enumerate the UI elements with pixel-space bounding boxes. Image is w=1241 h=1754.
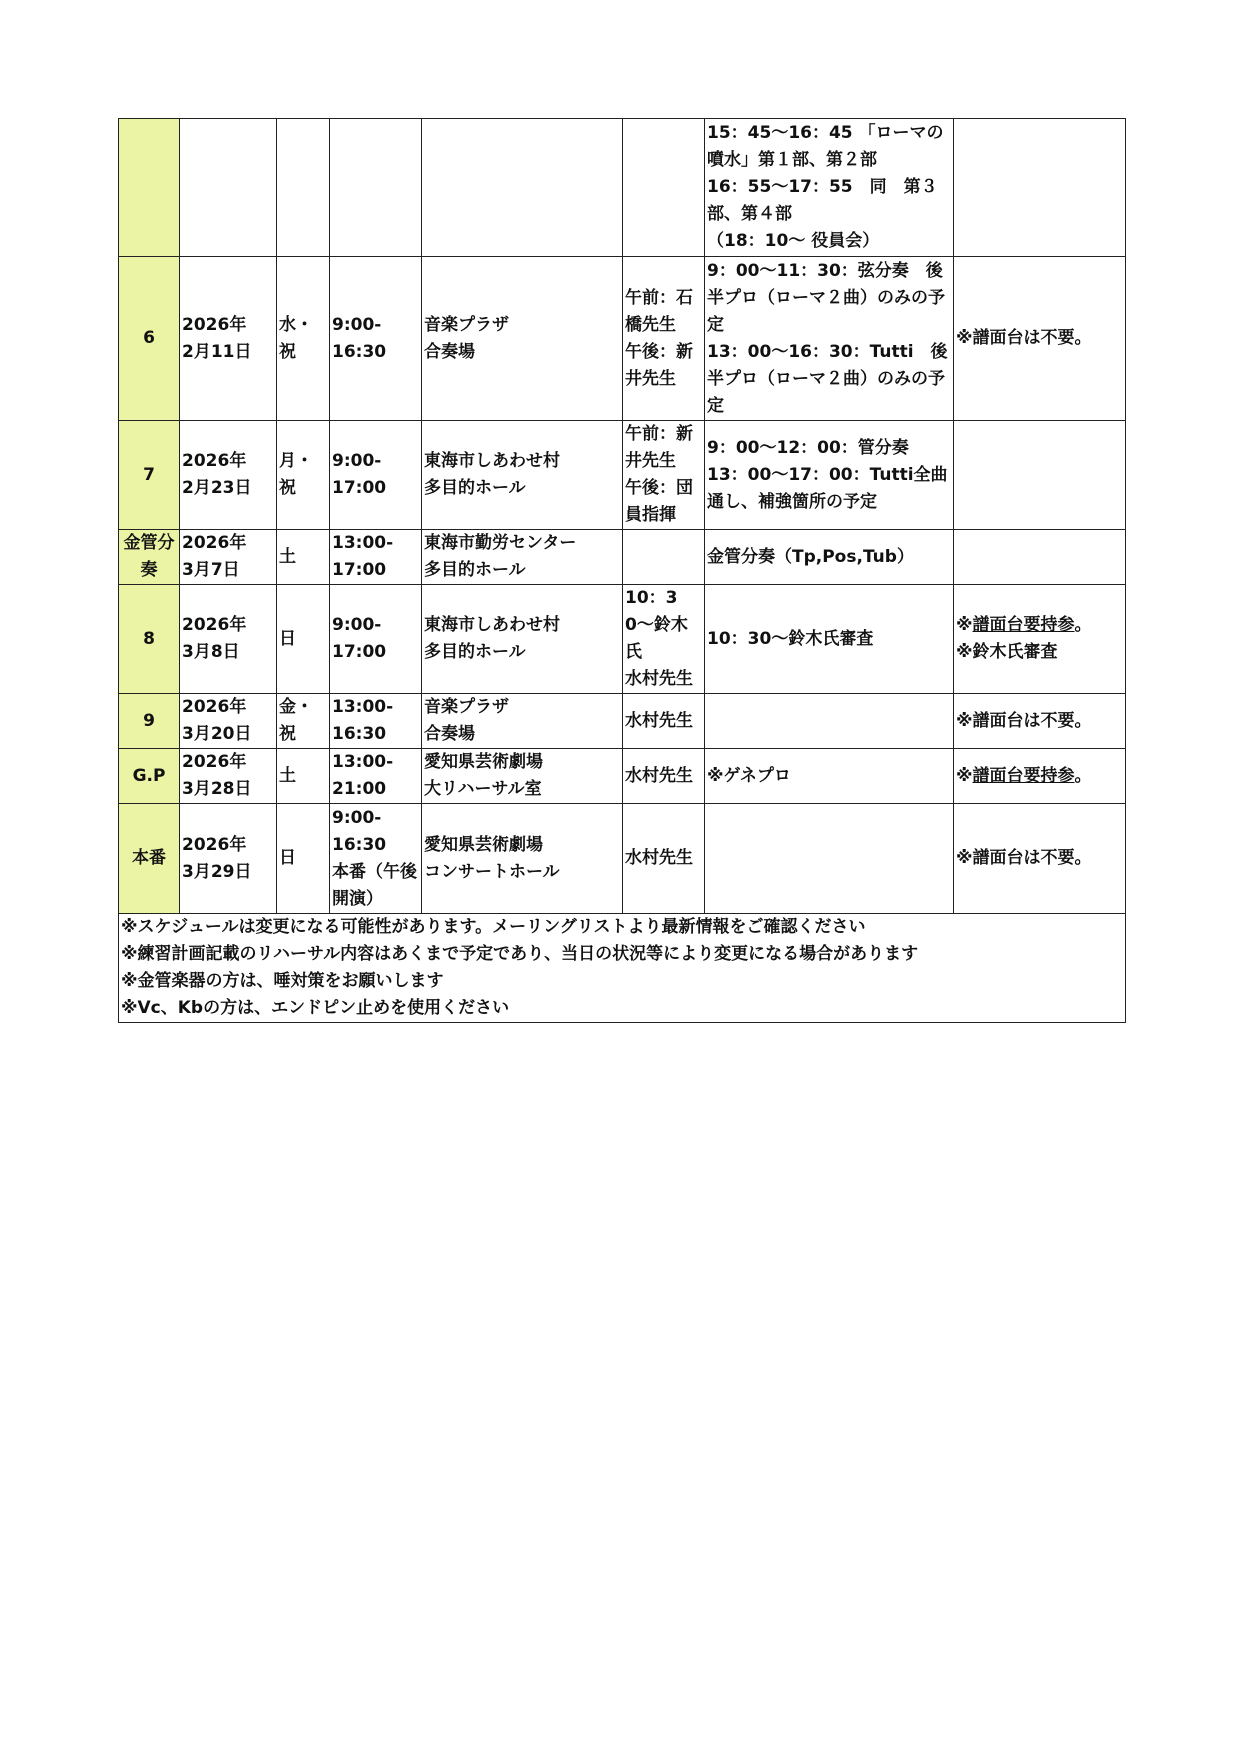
session-date [180, 749, 277, 804]
table-row [119, 257, 1126, 421]
time-line: 17:00 [332, 478, 387, 498]
session-notes [954, 257, 1126, 421]
session-number: 7 [119, 421, 180, 530]
venue-line: コンサートホール [424, 861, 560, 882]
note-prefix: ※ [956, 328, 973, 348]
session-number [119, 119, 180, 257]
session-plan [705, 804, 954, 914]
session-day [277, 119, 330, 257]
session-date [180, 421, 277, 530]
time-line: 16:30 [332, 834, 387, 855]
venue-line: 東海市しあわせ村 [424, 615, 560, 635]
note-text: 。 [1074, 615, 1092, 635]
footer-row [119, 914, 1126, 1023]
note-line [956, 763, 1123, 790]
venue-line: 合奏場 [424, 724, 475, 744]
conductor-line: 水村先生 [625, 669, 693, 689]
session-plan [705, 421, 954, 530]
table-row [119, 421, 1126, 530]
venue-line: 合奏場 [424, 341, 475, 362]
footer-note: ※Vc、Kbの方は、エンドピン止めを使用ください [121, 998, 510, 1018]
footer-notes [119, 914, 1126, 1023]
note-prefix: ※ [956, 848, 973, 868]
session-number: 8 [119, 585, 180, 694]
session-notes [954, 421, 1126, 530]
session-date [180, 694, 277, 749]
session-venue [422, 257, 623, 421]
plan-line: 10：30〜鈴木氏審査 [707, 628, 874, 649]
note-underlined: 譜面台要持参 [972, 615, 1075, 635]
venue-line: 愛知県芸術劇場 [424, 752, 543, 772]
time-line: 13:00- [332, 697, 394, 717]
plan-line: （18：10〜 役員会） [707, 231, 880, 251]
conductor-line: 午前：石橋先生 [625, 287, 693, 335]
note-line [956, 612, 1123, 639]
session-venue [422, 119, 623, 257]
session-number: G.P [119, 749, 180, 804]
session-venue [422, 585, 623, 694]
time-line: 9:00- [332, 807, 382, 828]
time-line: 17:00 [332, 642, 387, 662]
note-prefix: ※ [956, 765, 973, 786]
session-plan [705, 694, 954, 749]
note-text: 鈴木氏審査 [972, 642, 1058, 662]
venue-line: 多目的ホール [424, 642, 526, 662]
note-line [956, 639, 1123, 666]
session-notes [954, 804, 1126, 914]
conductor-line: 午後：団員指揮 [625, 478, 693, 525]
table-row [119, 749, 1126, 804]
plan-line: 15：45〜16：45 「ローマの噴水」第１部、第２部 [707, 123, 944, 170]
time-line: 13:00- [332, 752, 394, 772]
session-venue [422, 749, 623, 804]
note-line [956, 845, 1123, 872]
table-row [119, 694, 1126, 749]
date-line: 3月20日 [182, 724, 252, 744]
note-text: 譜面台は不要。 [972, 710, 1092, 731]
note-prefix: ※ [956, 642, 973, 662]
table-row [119, 585, 1126, 694]
session-notes [954, 585, 1126, 694]
session-conductor [623, 530, 705, 585]
note-line [956, 708, 1123, 735]
venue-line: 東海市勤労センター [424, 533, 577, 553]
time-line: 17:00 [332, 560, 387, 580]
note-text: 。 [1074, 765, 1092, 786]
session-venue [422, 421, 623, 530]
conductor-line: 午後：新井先生 [625, 341, 693, 389]
session-day: 土 [277, 530, 330, 585]
plan-line: 13：00〜17：00：Tutti全曲通し、補強箇所の予定 [707, 464, 948, 512]
venue-line: 音楽プラザ [424, 697, 509, 717]
date-line: 2026年 [182, 697, 247, 717]
session-conductor [623, 421, 705, 530]
note-line [956, 325, 1123, 352]
venue-line: 多目的ホール [424, 478, 526, 498]
session-time [330, 749, 422, 804]
session-time [330, 119, 422, 257]
table-row [119, 804, 1126, 914]
date-line: 2026年 [182, 533, 247, 553]
conductor-line: 午前：新井先生 [625, 424, 693, 471]
session-date [180, 119, 277, 257]
note-text: 譜面台は不要。 [972, 328, 1092, 348]
note-text: 譜面台は不要。 [972, 848, 1092, 868]
date-line: 2026年 [182, 451, 247, 471]
session-notes [954, 530, 1126, 585]
session-plan [705, 119, 954, 257]
plan-line: 16：55〜17：55 同 第３部、第４部 [707, 177, 938, 224]
time-line: 9:00- [332, 615, 382, 635]
session-conductor [623, 694, 705, 749]
session-day: 月・祝 [277, 421, 330, 530]
session-notes [954, 694, 1126, 749]
session-time [330, 804, 422, 914]
session-conductor [623, 257, 705, 421]
conductor-line: 水村先生 [625, 765, 693, 786]
date-line: 2月11日 [182, 341, 252, 362]
session-date [180, 530, 277, 585]
session-notes [954, 749, 1126, 804]
date-line: 2月23日 [182, 478, 252, 498]
date-line: 3月8日 [182, 642, 240, 662]
table-row [119, 119, 1126, 257]
session-venue [422, 804, 623, 914]
session-venue [422, 530, 623, 585]
session-conductor [623, 119, 705, 257]
date-line: 3月29日 [182, 861, 252, 882]
time-line: 16:30 [332, 724, 387, 744]
venue-line: 愛知県芸術劇場 [424, 834, 543, 855]
venue-line: 東海市しあわせ村 [424, 451, 560, 471]
plan-line: 9：00〜11：30：弦分奏 後半プロ（ローマ２曲）のみの予定 [707, 260, 945, 335]
time-line: 13:00- [332, 533, 394, 553]
conductor-line: 10：30〜鈴木氏 [625, 588, 688, 662]
session-time [330, 421, 422, 530]
plan-line: 9：00〜12：00：管分奏 [707, 437, 909, 458]
date-line: 3月28日 [182, 779, 252, 799]
time-line: 9:00- [332, 451, 382, 471]
time-line: 21:00 [332, 779, 387, 799]
conductor-line: 水村先生 [625, 710, 693, 731]
session-date [180, 804, 277, 914]
session-time [330, 694, 422, 749]
session-conductor [623, 749, 705, 804]
note-prefix: ※ [956, 710, 973, 731]
session-number: 9 [119, 694, 180, 749]
session-plan [705, 585, 954, 694]
venue-line: 多目的ホール [424, 560, 526, 580]
note-underlined: 譜面台要持参 [972, 765, 1075, 786]
note-prefix: ※ [956, 615, 973, 635]
session-day: 金・祝 [277, 694, 330, 749]
date-line: 2026年 [182, 314, 247, 335]
date-line: 2026年 [182, 615, 247, 635]
footer-note: ※練習計画記載のリハーサル内容はあくまで予定であり、当日の状況等により変更になる場合があります [121, 944, 919, 964]
session-day: 日 [277, 585, 330, 694]
venue-line: 音楽プラザ [424, 314, 509, 335]
session-date [180, 257, 277, 421]
footer-note: ※スケジュールは変更になる可能性があります。メーリングリストより最新情報をご確認ください [121, 917, 866, 937]
time-line: 本番（午後開演） [332, 861, 417, 909]
session-time [330, 530, 422, 585]
session-number: 本番 [119, 804, 180, 914]
session-time [330, 585, 422, 694]
session-plan [705, 530, 954, 585]
date-line: 2026年 [182, 834, 247, 855]
time-line: 16:30 [332, 341, 387, 362]
session-plan [705, 749, 954, 804]
session-notes [954, 119, 1126, 257]
session-number: 6 [119, 257, 180, 421]
date-line: 3月7日 [182, 560, 240, 580]
session-day: 土 [277, 749, 330, 804]
session-number: 金管分奏 [119, 530, 180, 585]
session-plan [705, 257, 954, 421]
time-line: 9:00- [332, 314, 382, 335]
plan-line: ※ゲネプロ [707, 765, 791, 786]
session-conductor [623, 585, 705, 694]
plan-line: 金管分奏（Tp,Pos,Tub） [707, 546, 914, 567]
session-venue [422, 694, 623, 749]
venue-line: 大リハーサル室 [424, 779, 542, 799]
session-date [180, 585, 277, 694]
session-day: 水・祝 [277, 257, 330, 421]
table-row [119, 530, 1126, 585]
schedule-table [118, 118, 1126, 1023]
date-line: 2026年 [182, 752, 247, 772]
conductor-line: 水村先生 [625, 848, 693, 868]
session-day: 日 [277, 804, 330, 914]
plan-line: 13：00〜16：30：Tutti 後半プロ（ローマ２曲）のみの予定 [707, 341, 948, 416]
session-conductor [623, 804, 705, 914]
session-time [330, 257, 422, 421]
footer-note: ※金管楽器の方は、唾対策をお願いします [121, 971, 444, 991]
